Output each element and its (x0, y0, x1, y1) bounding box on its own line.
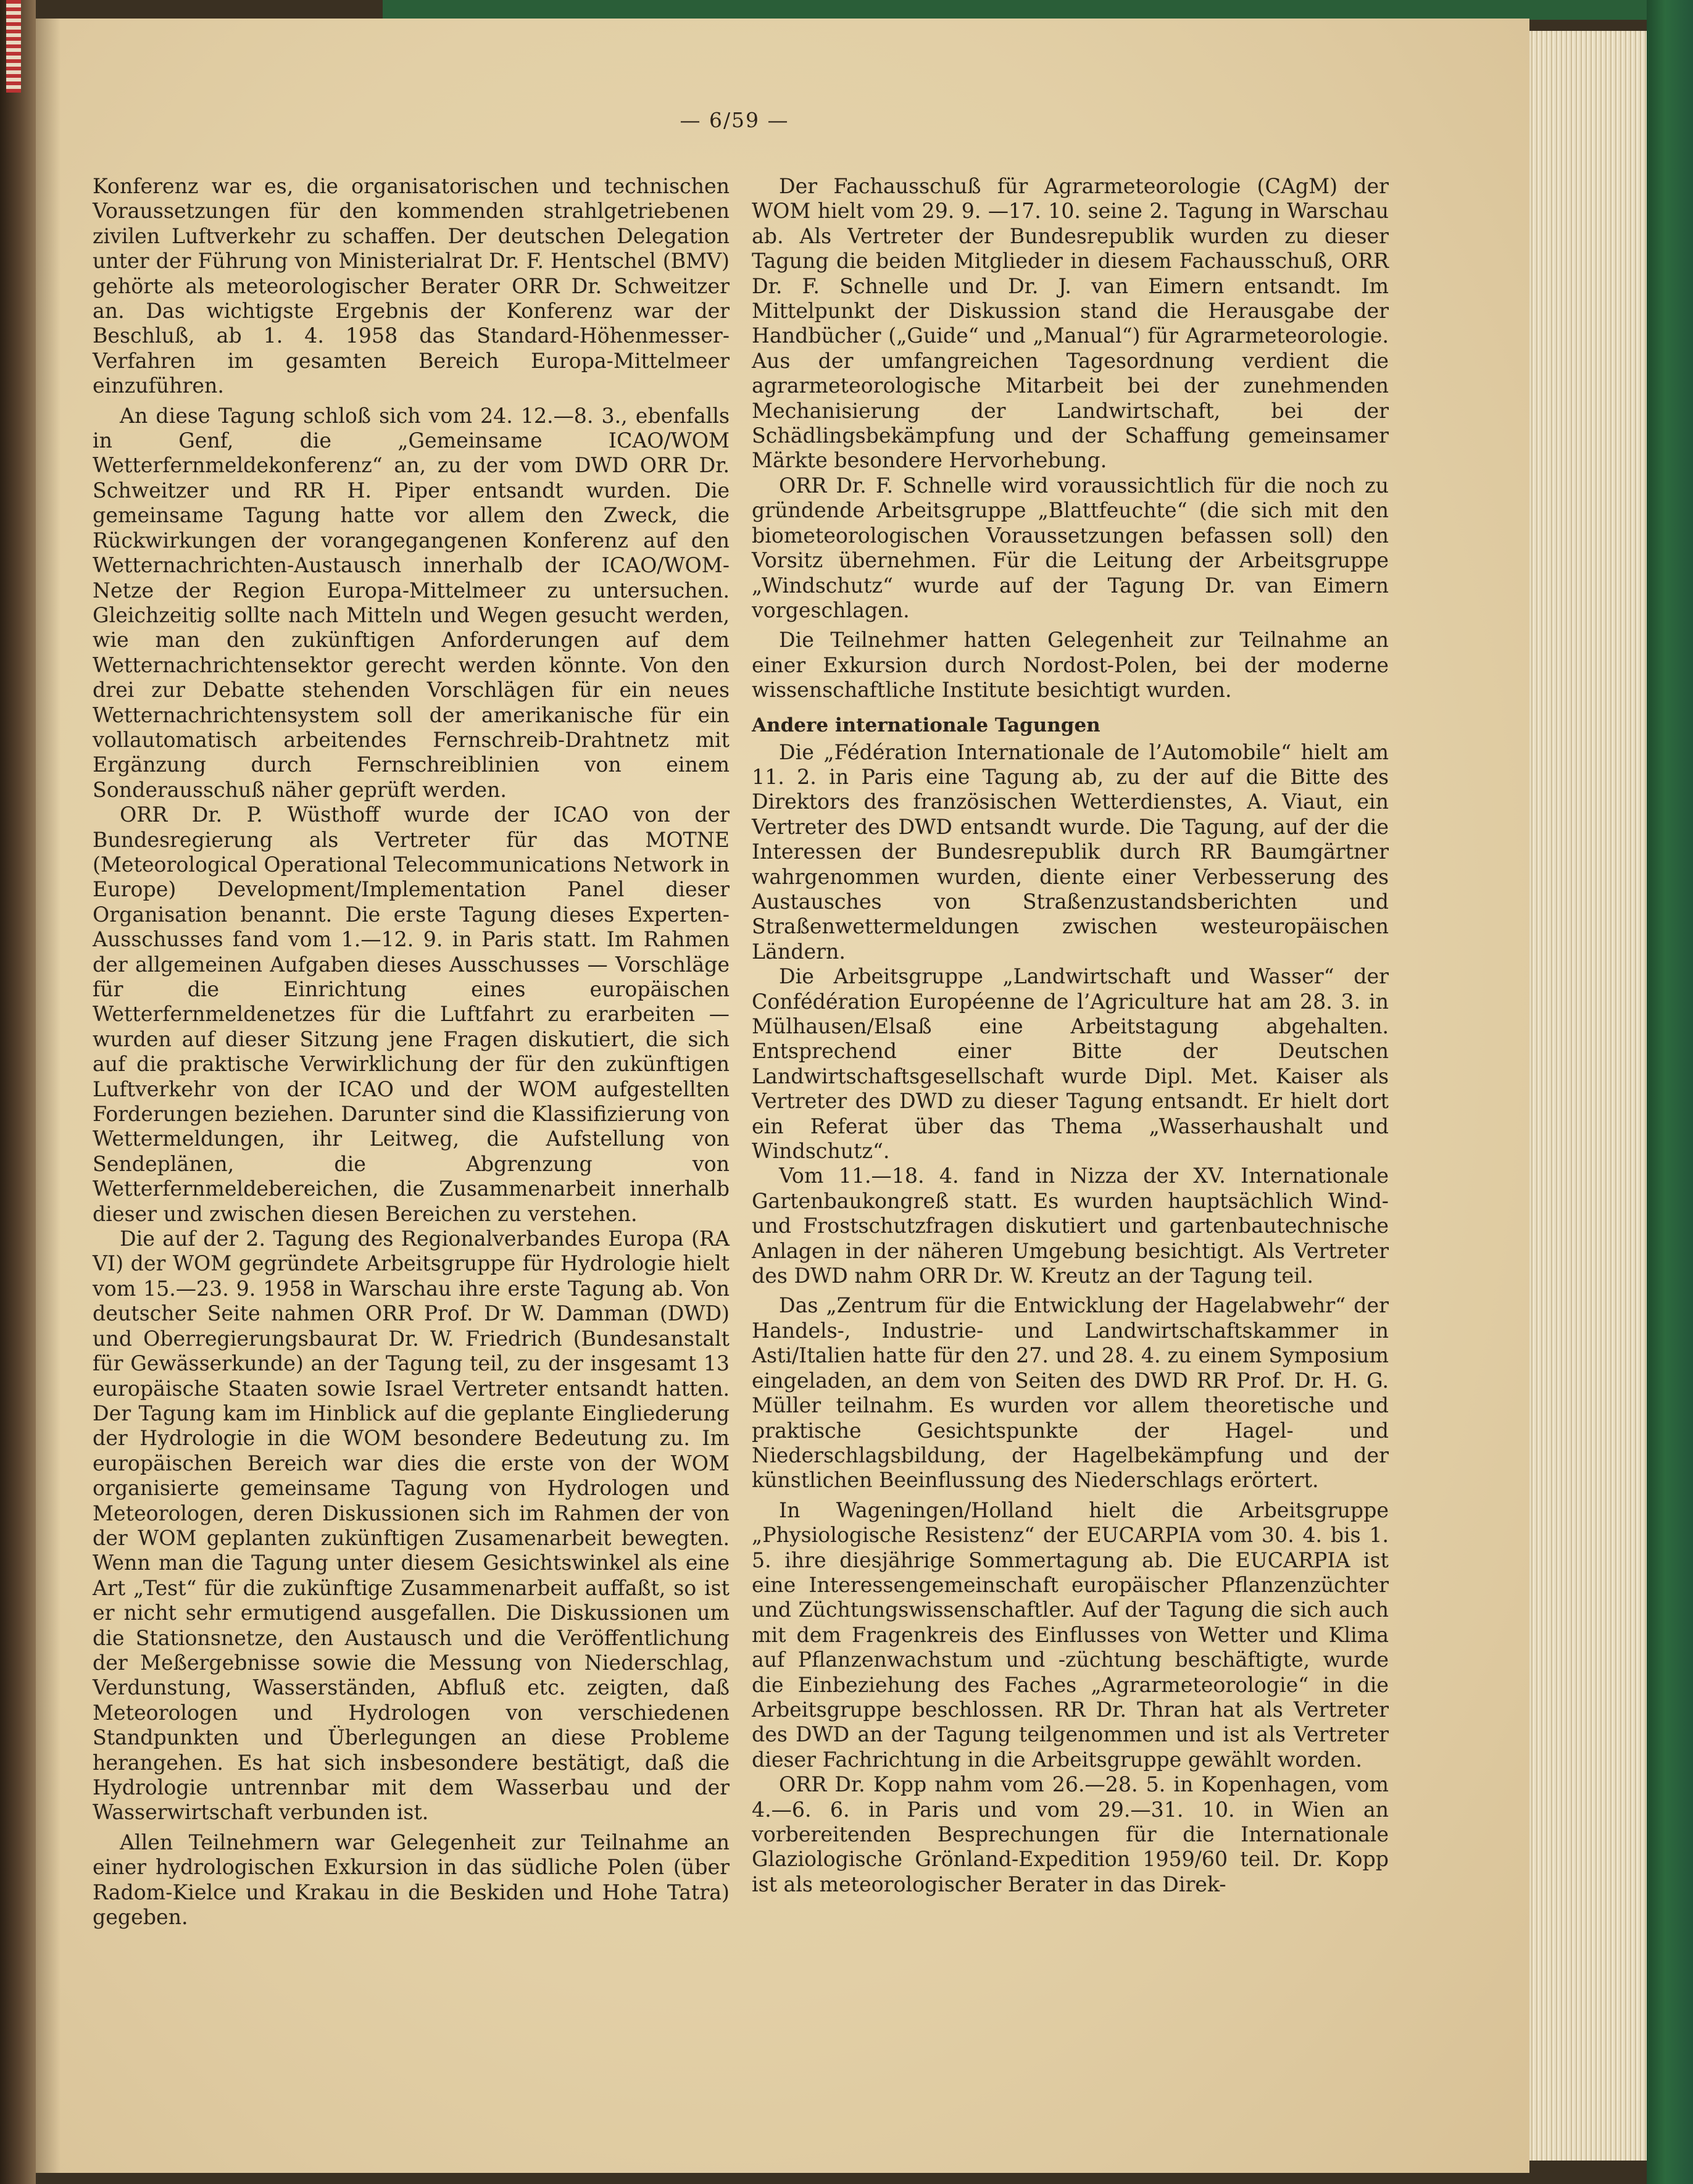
binding-stitch (6, 0, 21, 93)
paragraph: An diese Tagung schloß sich vom 24. 12.—8. 3., ebenfalls in Genf, die „Gemeinsame ICAO/WOM Wetterfernmeldekonferenz“ an, zu der vom DWD ORR Dr. Schweitzer und RR H. Piper entsandt wurden. Die gemeinsame Tagung hatte vor allem den Zweck, die Rückwirkungen der vorangegangenen Konferenz auf den Wetternachrichten-Austausch innerhalb der ICAO/WOM-Netze der Region Europa-Mittelmeer zu untersuchen. Gleichzeitig sollte nach Mitteln und Wegen gesucht werden, wie man den zukünftigen Anforderungen auf dem Wetternachrichtensektor gerecht werden könnte. Von den drei zur Debatte stehenden Vorschlägen für ein neues Wetternachrichtensystem soll der amerikanische für ein vollautomatisch arbeitendes Fernschreib-Drahtnetz mit Ergänzung durch Fernschreiblinien von einem Sonderausschuß näher geprüft werden. (93, 403, 730, 802)
section-heading: Andere internationale Tagungen (752, 714, 1100, 736)
paragraph: In Wageningen/Holland hielt die Arbeitsgruppe „Physiologische Resistenz“ der EUCARPIA vom 30. 4. bis 1. 5. ihre diesjährige Sommertagung ab. Die EUCARPIA ist eine Interessengemeinschaft europäischer Pflanzenzüchter und Züchtungswissenschaftler. Auf der Tagung die sich auch mit dem Fragenkreis des Einflusses von Wetter und Klima auf Pflanzenwachstum und -züchtung beschäftigte, wurde die Einbeziehung des Faches „Agrarmeteorologie“ in die Arbeitsgruppe beschlossen. RR Dr. Thran hat als Vertreter des DWD an der Tagung teilgenommen und ist als Vertreter dieser Fachrichtung in die Arbeitsgruppe gewählt worden. (752, 1498, 1389, 1772)
paragraph: ORR Dr. F. Schnelle wird voraussichtlich für die noch zu gründende Arbeitsgruppe „Blattfeuchte“ (die sich mit den biometeorologischen Voraussetzungen befassen soll) den Vorsitz übernehmen. Für die Leitung der Arbeitsgruppe „Windschutz“ wurde auf der Tagung Dr. van Eimern vorgeschlagen. (752, 473, 1389, 622)
page-edges (1529, 31, 1647, 2161)
paragraph: Die Teilnehmer hatten Gelegenheit zur Teilnahme an einer Exkursion durch Nordost-Polen, bei der moderne wissenschaftliche Institute besichtigt wurden. (752, 628, 1389, 702)
gutter-shadow (36, 19, 60, 2173)
book-cover-right (1647, 0, 1693, 2184)
paragraph: Das „Zentrum für die Entwicklung der Hagelabwehr“ der Handels-, Industrie- und Landwirtschaftskammer in Asti/Italien hatte für den 27. und 28. 4. zu einem Symposium eingeladen, an dem von Seiten des DWD RR Prof. Dr. H. G. Müller teilnahm. Es wurden vor allem theoretische und praktische Gesichtspunkte der Hagel- und Niederschlagsbildung, der Hagelbekämpfung und der künstlichen Beeinflussung des Niederschlags erörtert. (752, 1293, 1389, 1493)
left-column (93, 174, 730, 1930)
page-number: — 6/59 — (680, 108, 789, 132)
paragraph: Allen Teilnehmern war Gelegenheit zur Teilnahme an einer hydrologischen Exkursion in das südliche Polen (über Radom-Kielce und Krakau in die Beskiden und Hohe Tatra) gegeben. (93, 1830, 730, 1930)
paragraph: ORR Dr. P. Wüsthoff wurde der ICAO von der Bundesregierung als Vertreter für das MOTNE (Meteorological Operational Telecommunications Network in Europe) Development/Implementation Panel dieser Organisation benannt. Die erste Tagung dieses Experten-Ausschusses fand vom 1.—12. 9. in Paris statt. Im Rahmen der allgemeinen Aufgaben dieses Ausschusses — Vorschläge für die Einrichtung eines europäischen Wetterfernmeldenetzes für die Luftfahrt zu erarbeiten — wurden auf dieser Sitzung jene Fragen diskutiert, die sich auf die praktische Verwirklichung der für den zukünftigen Luftverkehr von der ICAO und der WOM aufgestellten Forderungen beziehen. Darunter sind die Klassifizierung von Wettermeldungen, ihr Leitweg, die Aufstellung von Sendeplänen, die Abgrenzung von Wetterfernmeldebereichen, die Zusammenarbeit innerhalb dieser und zwischen diesen Bereichen zu verstehen. (93, 802, 730, 1226)
paragraph: Vom 11.—18. 4. fand in Nizza der XV. Internationale Gartenbaukongreß statt. Es wurden hauptsächlich Wind- und Frostschutzfragen diskutiert und gartenbautechnische Anlagen in der näheren Umgebung besichtigt. Als Vertreter des DWD nahm ORR Dr. W. Kreutz an der Tagung teil. (752, 1164, 1389, 1288)
paragraph: Die „Fédération Internationale de l’Automobile“ hielt am 11. 2. in Paris eine Tagung ab, zu der auf die Bitte des Direktors des französischen Wetterdienstes, A. Viaut, ein Vertreter des DWD entsandt wurde. Die Tagung, auf der die Interessen der Bundesrepublik durch RR Baumgärtner wahrgenommen wurden, diente einer Verbesserung des Austausches von Straßenzustandsberichten und Straßenwettermeldungen zwischen westeuropäischen Ländern. (752, 740, 1389, 964)
paragraph: ORR Dr. Kopp nahm vom 26.—28. 5. in Kopenhagen, vom 4.—6. 6. in Paris und vom 29.—31. 10. in Wien an vorbereitenden Besprechungen für die Internationale Glaziologische Grönland-Expedition 1959/60 teil. Dr. Kopp ist als meteorologischer Berater in das Direk- (752, 1772, 1389, 1896)
paragraph: Konferenz war es, die organisatorischen und technischen Voraussetzungen für den kommenden strahlgetriebenen zivilen Luftverkehr zu schaffen. Der deutschen Delegation unter der Führung von Ministerialrat Dr. F. Hentschel (BMV) gehörte als meteorologischer Berater ORR Dr. Schweitzer an. Das wichtigste Ergebnis der Konferenz war der Beschluß, ab 1. 4. 1958 das Standard-Höhenmesser-Verfahren im gesamten Bereich Europa-Mittelmeer einzuführen. (93, 174, 730, 398)
paragraph: Die auf der 2. Tagung des Regionalverbandes Europa (RA VI) der WOM gegründete Arbeitsgruppe für Hydrologie hielt vom 15.—23. 9. 1958 in Warschau ihre erste Tagung ab. Von deutscher Seite nahmen ORR Prof. Dr W. Damman (DWD) und Oberregierungsbaurat Dr. W. Friedrich (Bundesanstalt für Gewässerkunde) an der Tagung teil, zu der insgesamt 13 europäische Staaten sowie Israel Vertreter entsandt hatten. Der Tagung kam im Hinblick auf die geplante Eingliederung der Hydrologie in die WOM besondere Bedeutung zu. Im europäischen Bereich war dies die erste von der WOM organisierte gemeinsame Tagung von Hydrologen und Meteorologen, deren Diskussionen sich im Rahmen der von der WOM geplanten zukünftigen Zusamenarbeit bewegten. Wenn man die Tagung unter diesem Gesichtswinkel als eine Art „Test“ für die zukünftige Zusammenarbeit auffaßt, so ist er nicht sehr ermutigend ausgefallen. Die Diskussionen um die Stationsnetze, den Austausch und die Veröffentlichung der Meßergebnisse sowie die Messung von Niederschlag, Verdunstung, Wasserständen, Abfluß etc. zeigten, daß Meteorologen und Hydrologen von verschiedenen Standpunkten und Überlegungen an diese Probleme herangehen. Es hat sich insbesondere bestätigt, daß die Hydrologie untrennbar mit dem Wasserbau und der Wasserwirtschaft verbunden ist. (93, 1227, 730, 1825)
right-column (752, 174, 1389, 1897)
paragraph: Der Fachausschuß für Agrarmeteorologie (CAgM) der WOM hielt vom 29. 9. —17. 10. seine 2. Tagung in Warschau ab. Als Vertreter der Bundesrepublik wurden zu dieser Tagung die beiden Mitglieder in diesem Fachausschuß, ORR Dr. F. Schnelle und Dr. J. van Eimern entsandt. Im Mittelpunkt der Diskussion stand die Herausgabe der Handbücher („Guide“ und „Manual“) für Agrarmeteorologie. Aus der umfangreichen Tagesordnung verdient die agrarmeteorologische Mitarbeit bei der zunehmenden Mechanisierung der Landwirtschaft, bei der Schädlingsbekämpfung und der Schaffung gemeinsamer Märkte besondere Hervorhebung. (752, 174, 1389, 473)
book-binding-left (0, 0, 36, 2184)
book-cover-top-edge (383, 0, 1693, 20)
paragraph: Die Arbeitsgruppe „Landwirtschaft und Wasser“ der Confédération Européenne de l’Agriculture hat am 28. 3. in Mülhausen/Elsaß eine Arbeitstagung abgehalten. Entsprechend einer Bitte der Deutschen Landwirtschaftsgesellschaft wurde Dipl. Met. Kaiser als Vertreter des DWD zu dieser Tagung entsandt. Er hielt dort ein Referat über das Thema „Wasserhaushalt und Windschutz“. (752, 964, 1389, 1164)
